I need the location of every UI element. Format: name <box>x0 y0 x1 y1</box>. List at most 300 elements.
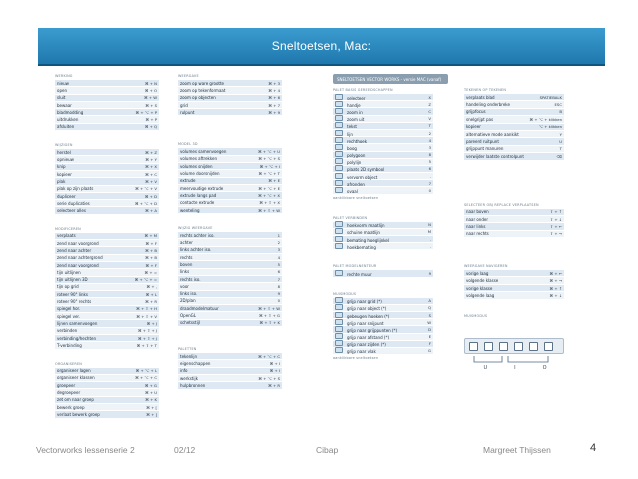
shortcut-action: zoom op objecten <box>180 95 216 101</box>
shortcut-action-cell <box>57 255 103 260</box>
shortcut-action-cell <box>180 255 192 260</box>
shortcut-action-cell <box>180 291 197 296</box>
shortcut-action-cell <box>57 157 74 162</box>
shortcut-action: verbinden <box>57 328 78 334</box>
shortcut-action: grijp naar object (*) <box>347 306 387 312</box>
shortcut-section <box>464 314 564 318</box>
shortcut-action-cell <box>335 312 389 319</box>
shortcut-action-cell <box>180 269 189 274</box>
shortcut-row <box>55 171 159 178</box>
tool-icon <box>335 94 343 100</box>
shortcut-key: 0 <box>428 188 431 194</box>
shortcut-row <box>333 187 433 194</box>
tool-icon <box>335 101 343 107</box>
shortcut-key: ⌘ + ⌥ + L <box>135 368 157 374</box>
shortcut-section <box>333 292 433 361</box>
shortcut-action: lijnen samenvoegen <box>57 320 98 326</box>
shortcut-row <box>55 149 159 156</box>
shortcut-key: ⌘ + N <box>144 80 157 86</box>
shortcut-row <box>178 87 282 94</box>
shortcut-action: grijpfocus <box>466 109 486 115</box>
shortcut-action-cell <box>57 292 88 297</box>
shortcut-action-cell <box>335 94 365 101</box>
shortcut-row <box>178 200 282 207</box>
shortcut-row <box>55 200 159 207</box>
page-number: 4 <box>590 442 597 454</box>
shortcut-section <box>178 142 282 214</box>
shortcut-action: voor <box>180 283 189 289</box>
shortcut-action-cell <box>57 375 95 380</box>
shortcut-action: ovaal <box>347 189 358 195</box>
shortcut-key: W <box>427 319 431 325</box>
toolbar-key: U <box>483 365 488 371</box>
shortcut-action: pareerd ruitpunt <box>466 139 499 145</box>
shortcut-key: M <box>427 229 431 235</box>
shortcut-action: handje <box>347 102 361 108</box>
shortcut-row <box>178 207 282 214</box>
shortcut-row <box>178 170 282 177</box>
shortcut-action-cell <box>57 397 94 402</box>
shortcut-key: ⌘ + ⌥ + T <box>258 171 280 177</box>
shortcut-action-cell <box>180 110 194 115</box>
shortcut-list <box>178 148 282 214</box>
shortcut-action: opnieuw <box>57 157 74 163</box>
shortcut-key: 9 <box>428 270 431 276</box>
shortcut-action: boog <box>347 145 357 151</box>
shortcut-action-cell <box>335 319 384 326</box>
tool-icon <box>335 326 343 332</box>
shortcut-action: selecteer alles <box>57 208 86 214</box>
shortcut-action-cell <box>57 95 65 100</box>
shortcut-key: ⌘ + ⌥ + C <box>257 353 280 359</box>
shortcut-action: grijppunt manuren <box>466 146 504 152</box>
shortcut-key: E <box>428 334 431 340</box>
shortcut-action-cell <box>57 383 75 388</box>
shortcut-action: rechthoek <box>347 138 368 144</box>
shortcut-action: grid <box>180 102 188 108</box>
shortcut-key: ⌘ + → <box>549 278 562 284</box>
shortcut-section <box>333 88 433 200</box>
shortcut-section <box>55 143 159 215</box>
shortcut-action: grijp naar grid (*) <box>347 299 382 305</box>
shortcut-key: 3 <box>428 144 431 150</box>
shortcut-key: ⌘ + V <box>145 178 157 184</box>
shortcut-key: ⌘ + ⌥ + E <box>258 185 280 191</box>
shortcut-row <box>55 397 159 404</box>
shortcut-action-cell <box>57 405 85 410</box>
shortcut-key: ⇧ + ← <box>550 223 562 229</box>
shortcut-action: grijp naar afstand (*) <box>347 335 389 341</box>
shortcut-action-cell <box>57 81 69 86</box>
shortcut-key: ⌘ + S <box>145 102 157 108</box>
shortcut-action: links <box>180 269 190 275</box>
shortcut-action: schetsstijl <box>180 320 200 326</box>
shortcut-row <box>178 156 282 163</box>
tool-icon <box>335 312 343 318</box>
shortcut-action-cell <box>57 328 77 333</box>
shortcut-action-cell <box>57 179 65 184</box>
tool-icon <box>335 122 343 128</box>
shortcut-action: contacte extrude <box>180 200 215 206</box>
shortcut-action: verbinding/hechten <box>57 335 97 341</box>
footer-author: Margreet Thijssen <box>483 445 551 455</box>
section-title: MUISMODUS <box>464 313 488 318</box>
shortcut-action-cell <box>466 95 495 100</box>
shortcut-action-cell <box>180 200 214 205</box>
shortcut-section <box>464 203 564 239</box>
shortcut-action-cell <box>335 270 372 277</box>
shortcut-list <box>464 270 564 300</box>
tool-icon <box>335 228 343 234</box>
shortcut-action-cell <box>57 284 79 289</box>
shortcut-list <box>178 232 282 327</box>
shortcut-key: ⌘ + L <box>145 291 157 297</box>
shortcut-key: ⌥ + klikken <box>538 124 562 130</box>
shortcuts-column-4 <box>464 88 564 326</box>
shortcut-action: wenteling <box>180 207 200 213</box>
shortcut-action: info <box>180 368 188 374</box>
shortcuts-column-2 <box>178 74 282 398</box>
shortcut-action-cell <box>180 81 224 86</box>
tool-icon <box>335 130 343 136</box>
shortcut-action-cell <box>335 130 353 137</box>
tool-icon <box>335 108 343 114</box>
shortcut-action-cell <box>466 139 499 144</box>
shortcut-key: D <box>428 326 431 332</box>
footer-date: 02/12 <box>174 445 196 455</box>
shortcut-key: ⌘ + ⇧ + W <box>258 207 280 213</box>
shortcut-key: ⌘ + E <box>268 178 280 184</box>
shortcut-action: kopieer <box>466 124 481 130</box>
shortcut-action-cell <box>180 240 193 245</box>
shortcut-action-cell <box>180 354 197 359</box>
shortcut-row <box>178 178 282 185</box>
shortcut-section <box>333 216 433 251</box>
shortcut-action-cell <box>180 95 216 100</box>
shortcut-key: V <box>428 116 431 122</box>
shortcut-action: alternatieve mode aankikt <box>466 131 519 137</box>
shortcut-action: bewaar <box>57 102 72 108</box>
shortcut-action-cell <box>180 277 201 282</box>
shortcut-action-cell <box>180 306 219 311</box>
shortcut-section <box>464 88 564 161</box>
shortcut-action-cell <box>466 286 492 291</box>
shortcut-action-cell <box>466 132 519 137</box>
shortcut-action-cell <box>180 320 200 325</box>
tool-icon <box>335 151 343 157</box>
tool-icon <box>335 158 343 164</box>
shortcut-key: N <box>428 222 431 228</box>
shortcut-key: . <box>429 243 431 249</box>
slide-footer <box>0 411 638 455</box>
shortcut-row <box>178 102 282 109</box>
shortcut-action-cell <box>57 194 76 199</box>
shortcut-action-cell <box>180 368 188 373</box>
shortcut-key: ⌘ + ⌥ + = <box>134 277 157 283</box>
shortcut-key: 4 <box>277 254 280 260</box>
shortcut-action: extrude <box>180 178 196 184</box>
shortcut-action-cell <box>335 108 363 115</box>
shortcut-action: zoom in <box>347 109 363 115</box>
shortcut-action-cell <box>466 278 498 283</box>
footer-course: Vectorworks lessenserie 2 <box>36 445 135 455</box>
shortcut-row <box>55 335 159 342</box>
shortcut-action-cell <box>180 88 225 93</box>
shortcut-action-cell <box>335 165 384 172</box>
shortcut-key: . <box>429 173 431 179</box>
slide-header <box>38 28 605 66</box>
shortcut-action-cell <box>466 117 493 122</box>
section-title: TEKENEN OP TEKENEN <box>464 88 507 92</box>
shortcut-row <box>55 368 159 375</box>
shortcut-action-cell <box>57 248 91 253</box>
shortcut-action-cell <box>466 146 503 151</box>
shortcut-key: ⌘ + ⌥ + U <box>257 149 280 155</box>
shortcut-action: hulpbronnen <box>180 382 206 388</box>
shortcut-key: 6 <box>277 269 280 275</box>
toolbar-button-icon <box>499 342 508 351</box>
shortcut-action: afronden <box>347 181 365 187</box>
shortcut-row <box>464 124 564 131</box>
shortcut-row <box>464 138 564 145</box>
shortcut-action: T-verbinding <box>57 342 82 348</box>
shortcut-action: snelgrijpt pas <box>466 116 494 122</box>
shortcut-key: ⌘ + K <box>145 397 157 403</box>
shortcut-key: 8 <box>428 152 431 158</box>
shortcut-action-cell <box>335 340 386 347</box>
shortcut-action-cell <box>335 333 389 340</box>
tool-icon <box>335 304 343 310</box>
shortcut-key: ⌘ + 9 <box>268 109 280 115</box>
shortcut-key: ⌘ + ⌥ + S <box>258 375 280 381</box>
shortcut-action-cell <box>335 122 357 129</box>
shortcut-action: verlaat bewerk groep <box>57 411 100 417</box>
shortcut-action: roteer 90° links <box>57 291 88 297</box>
shortcut-row <box>55 306 159 313</box>
slide-title: Sneltoetsen, Mac: <box>271 39 372 53</box>
shortcut-key: 2 <box>277 240 280 246</box>
shortcut-key: ⌘ + ⌥ + V <box>135 186 157 192</box>
shortcut-key: ⌘ + ⌥ + S <box>258 156 280 162</box>
shortcut-key: ⌘ + B <box>145 247 157 253</box>
shortcut-action: werkstijk <box>180 375 198 381</box>
shortcut-row <box>178 283 282 290</box>
shortcut-action: draadmodelmatuur <box>180 305 219 311</box>
shortcut-action: zend naar voorgrond <box>57 262 99 268</box>
shortcut-list <box>333 94 433 195</box>
shortcut-row <box>464 209 564 216</box>
shortcut-action: volume doorsnijden <box>180 171 220 177</box>
shortcut-action-cell <box>180 247 211 252</box>
shortcut-action-cell <box>180 383 205 388</box>
shortcut-action-cell <box>180 298 196 303</box>
section-title: MUISMODUS <box>333 291 357 296</box>
shortcut-row <box>178 298 282 305</box>
shortcut-action: bladmodding <box>57 109 84 115</box>
shortcut-key: 7 <box>277 276 280 282</box>
shortcut-action-cell <box>335 101 361 108</box>
shortcut-action: rechts <box>180 254 193 260</box>
section-note: aanklikbare sneltoetsen <box>333 195 379 200</box>
shortcut-action: tijn uitlijnen <box>57 269 81 275</box>
shortcut-key: ESC <box>554 102 562 108</box>
shortcut-action: achter <box>180 240 193 246</box>
shortcut-action: selecteer <box>347 95 366 101</box>
shortcut-action-cell <box>180 284 189 289</box>
shortcut-row <box>55 284 159 291</box>
shortcut-action: roteer 90° rechts <box>57 299 92 305</box>
panel-tab-label: SNELTOETSEN VECTOR WORKS - versie MAC (vanaf) <box>337 76 442 82</box>
tool-icon <box>335 221 343 227</box>
shortcut-row <box>55 404 159 411</box>
shortcut-action-cell <box>335 243 376 250</box>
shortcut-action-cell <box>180 164 213 169</box>
section-title: WIJZIG WEERGAVE <box>178 226 213 231</box>
shortcut-action: volumes samenvoegen <box>180 149 227 155</box>
shortcut-key: ⌘ + ⇧ + X <box>259 200 280 206</box>
shortcut-row <box>55 389 159 396</box>
shortcut-row <box>178 80 282 87</box>
shortcut-row <box>55 342 159 349</box>
shortcut-action-cell <box>180 313 196 318</box>
shortcut-key: ⌘ + ⇧ + H <box>135 306 157 312</box>
shortcut-row <box>55 186 159 193</box>
shortcut-row <box>178 247 282 254</box>
shortcut-action-cell <box>466 102 510 107</box>
shortcut-action-cell <box>335 228 380 235</box>
shortcut-key: ⌘ + ⇧ + K <box>259 320 280 326</box>
shortcut-row <box>55 277 159 284</box>
shortcut-list <box>333 222 433 251</box>
shortcut-key: ⌘ + U <box>144 390 157 396</box>
footer-school: Cibap <box>316 445 339 455</box>
shortcut-key: A <box>428 298 431 304</box>
shortcut-key: ⌘ + D <box>144 193 157 199</box>
shortcut-row <box>178 360 282 367</box>
shortcut-action-cell <box>466 224 486 229</box>
shortcut-row <box>178 382 282 389</box>
shortcut-row <box>178 291 282 298</box>
shortcut-list <box>55 368 159 419</box>
shortcut-action: verplaats <box>57 233 76 239</box>
shortcut-action-cell <box>57 186 93 191</box>
shortcut-action: grijp naar zijden (*) <box>347 342 386 348</box>
shortcut-action-cell <box>57 336 96 341</box>
shortcut-row <box>178 232 282 239</box>
shortcut-row <box>178 109 282 116</box>
shortcut-action-cell <box>466 271 488 276</box>
shortcut-action-cell <box>57 277 88 282</box>
shortcut-row <box>178 192 282 199</box>
shortcut-action-cell <box>57 299 91 304</box>
shortcut-row <box>178 239 282 246</box>
shortcut-action-cell <box>466 293 494 298</box>
shortcut-action: zoom op tekenformaat <box>180 87 226 93</box>
tool-icon <box>335 347 343 353</box>
shortcut-list <box>55 233 159 350</box>
shortcut-action-cell <box>180 178 196 183</box>
panel-tab <box>333 74 448 84</box>
shortcut-key: Q <box>428 305 431 311</box>
tool-icon <box>335 270 343 276</box>
shortcut-action-cell <box>57 164 66 169</box>
shortcut-action: spiegel hor. <box>57 306 81 312</box>
shortcut-action: handeling onderbreke <box>466 102 510 108</box>
shortcut-action: gebeugen hoeken (*) <box>347 313 390 319</box>
shortcut-key: ⌘ + X <box>145 164 157 170</box>
shortcut-key: ⌘ + ← <box>549 270 562 276</box>
shortcut-row <box>464 116 564 123</box>
shortcut-action-cell <box>335 158 361 165</box>
tool-icon <box>335 319 343 325</box>
shortcut-action: bemating hoeglijnkel <box>347 237 389 243</box>
shortcut-action: naar boven <box>466 209 489 215</box>
shortcut-action-cell <box>57 314 80 319</box>
shortcut-action: rulpunt <box>180 109 195 115</box>
shortcut-action: OpenGL <box>180 313 197 319</box>
shortcut-row <box>55 269 159 276</box>
shortcut-section <box>55 227 159 350</box>
shortcut-section <box>178 347 282 389</box>
shortcut-action: verplaats blad <box>466 94 495 100</box>
shortcut-action: grijp naar snijpunt <box>347 320 384 326</box>
shortcut-action-cell <box>57 368 91 373</box>
shortcut-action: lijn <box>347 131 353 137</box>
shortcut-action-cell <box>57 208 86 213</box>
section-title: MODIFICEREN <box>55 226 81 231</box>
shortcut-key: 7 <box>428 180 431 186</box>
shortcut-key: ⌘ + ⌥ + I <box>259 163 280 169</box>
shortcut-row <box>464 94 564 101</box>
shortcut-row <box>55 116 159 123</box>
shortcut-row <box>55 80 159 87</box>
shortcut-action-cell <box>466 217 488 222</box>
shortcut-row <box>178 368 282 375</box>
shortcut-key: ⌘ + 4 <box>268 87 280 93</box>
shortcut-action-cell <box>335 137 367 144</box>
shortcut-key: ⇧ + ↑ <box>550 209 562 215</box>
shortcut-key: ⌘ + ⇧ + T <box>136 342 157 348</box>
shortcut-key: U <box>559 139 562 145</box>
shortcut-section <box>55 362 159 419</box>
shortcut-key: ⌘ + ↓ <box>549 292 562 298</box>
shortcut-row <box>178 95 282 102</box>
shortcut-key: ⌘ + O <box>144 87 157 93</box>
shortcut-row <box>178 312 282 319</box>
shortcut-key: ⌘ + R <box>267 382 280 388</box>
shortcut-action-cell <box>180 103 188 108</box>
shortcut-action-cell <box>466 109 486 114</box>
shortcut-row <box>55 109 159 116</box>
shortcut-action-cell <box>57 201 90 206</box>
shortcut-row <box>333 270 433 277</box>
shortcut-action-cell <box>57 233 76 238</box>
shortcut-action-cell <box>180 233 215 238</box>
shortcut-row <box>55 298 159 305</box>
toolbar-key: O <box>542 365 547 371</box>
shortcut-row <box>178 185 282 192</box>
shortcut-list <box>464 94 564 161</box>
shortcut-action: extrude langs pad <box>180 192 217 198</box>
shortcut-action: herstel <box>57 149 71 155</box>
tool-icon <box>335 297 343 303</box>
shortcut-key: ⌘ + W <box>143 95 157 101</box>
toolbar-key-labels <box>470 365 560 371</box>
shortcut-key: ⌘ + ⇧ + J <box>137 328 157 334</box>
shortcut-key: ⌘ + I <box>269 360 280 366</box>
shortcut-row <box>178 148 282 155</box>
shortcut-action: plak <box>57 178 66 184</box>
